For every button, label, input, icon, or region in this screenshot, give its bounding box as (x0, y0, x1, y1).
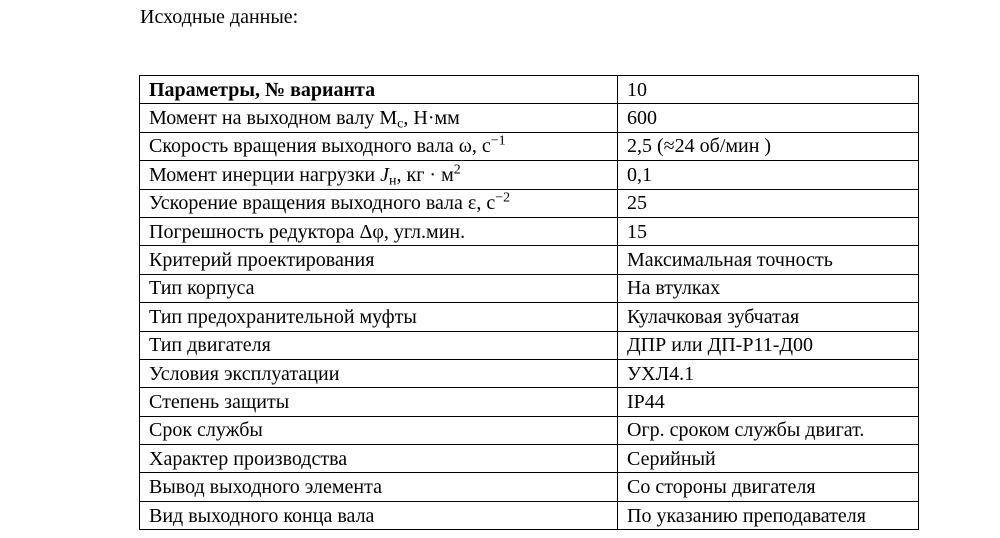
param-value-cell: Кулачковая зубчатая (618, 303, 919, 331)
param-value-cell: Со стороны двигателя (618, 473, 919, 501)
label-text-tail: , Н·мм (403, 107, 460, 130)
param-value-cell: IP44 (618, 388, 919, 416)
table-row-motor (140, 331, 919, 359)
parameters-table (139, 75, 919, 530)
param-value-cell: 600 (618, 104, 919, 132)
param-label-cell: Срок службы (140, 416, 618, 444)
label-text: Скорость вращения выходного вала ω, с (149, 135, 491, 158)
param-label-cell (140, 132, 618, 160)
table-header-row (140, 76, 919, 104)
table-row-housing (140, 274, 919, 302)
param-value-cell: 2,5 (≈24 об/мин ) (618, 132, 919, 160)
label-superscript: 2 (453, 162, 461, 178)
table-row-conditions (140, 359, 919, 387)
table-row-inertia (140, 161, 919, 189)
label-subscript: c (397, 116, 404, 132)
table-row-lifetime (140, 416, 919, 444)
param-label-cell: Тип двигателя (140, 331, 618, 359)
param-label-cell: Критерий проектирования (140, 246, 618, 274)
param-label-cell (140, 104, 618, 132)
section-heading: Исходные данные: (140, 6, 299, 28)
header-value-cell: 10 (618, 76, 919, 104)
param-label-cell: Условия эксплуатации (140, 359, 618, 387)
param-value-cell: По указанию преподавателя (618, 501, 919, 529)
param-label-cell: Погрешность редуктора Δφ, угл.мин. (140, 217, 618, 245)
table-row-acceleration (140, 189, 919, 217)
param-value-cell: Максимальная точность (618, 246, 919, 274)
label-subscript: н (389, 173, 397, 189)
table-row-output-element (140, 473, 919, 501)
table-row-production (140, 445, 919, 473)
param-label-cell: Вид выходного конца вала (140, 501, 618, 529)
label-superscript: −1 (490, 133, 506, 149)
param-value-cell: На втулках (618, 274, 919, 302)
param-label-cell: Вывод выходного элемента (140, 473, 618, 501)
header-label-cell: Параметры, № варианта (140, 76, 618, 104)
param-value-cell: ДПР или ДП-Р11-Д00 (618, 331, 919, 359)
label-text: Момент на выходном валу M (149, 107, 398, 130)
table-row-shaft-end (140, 501, 919, 529)
param-value-cell: УХЛ4.1 (618, 359, 919, 387)
table-row-clutch (140, 303, 919, 331)
table-row-protection (140, 388, 919, 416)
param-value-cell: 15 (618, 217, 919, 245)
label-text-tail: , кг · м (396, 163, 454, 186)
param-label-cell: Характер производства (140, 445, 618, 473)
table-row-error (140, 217, 919, 245)
param-label-cell (140, 161, 618, 189)
param-value-cell: Серийный (618, 445, 919, 473)
param-value-cell: Огр. сроком службы двигат. (618, 416, 919, 444)
param-label-cell: Тип корпуса (140, 274, 618, 302)
label-text: Момент инерции нагрузки (149, 163, 381, 186)
table-row-torque (140, 104, 919, 132)
param-value-cell: 0,1 (618, 161, 919, 189)
param-value-cell: 25 (618, 189, 919, 217)
table-row-criterion (140, 246, 919, 274)
label-superscript: −2 (495, 190, 511, 206)
label-italic-symbol: J (380, 163, 390, 186)
label-text: Ускорение вращения выходного вала ε, с (149, 192, 496, 215)
param-label-cell: Тип предохранительной муфты (140, 303, 618, 331)
param-label-cell: Степень защиты (140, 388, 618, 416)
table-row-speed (140, 132, 919, 160)
param-label-cell (140, 189, 618, 217)
